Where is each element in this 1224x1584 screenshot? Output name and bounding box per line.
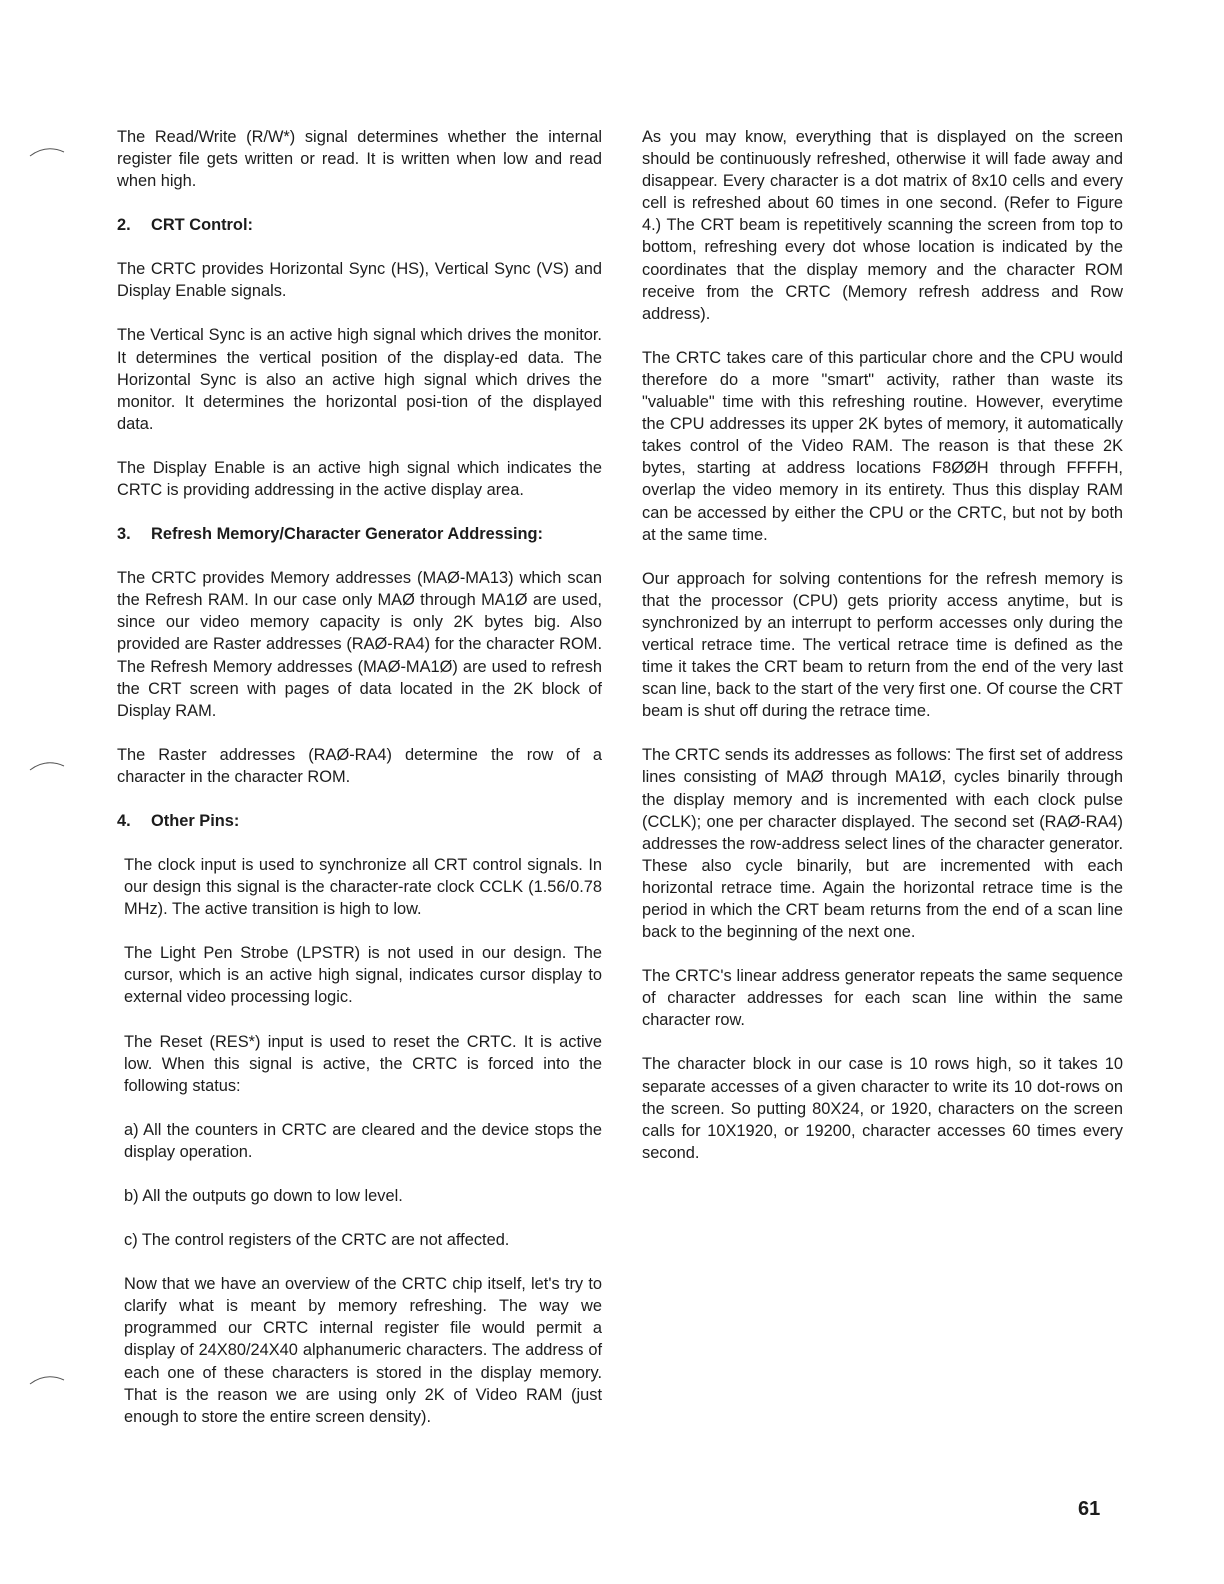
paragraph: The Display Enable is an active high signal which indicates the CRTC is providing addressing in the active display area. (117, 458, 602, 500)
heading-title: Other Pins: (151, 811, 240, 830)
paragraph: The Read/Write (R/W*) signal determines whether the internal register file gets written or read. It is written when low and read when high. (117, 128, 602, 191)
heading-title: CRT Control: (151, 216, 253, 235)
section-heading-crt-control (117, 214, 602, 236)
paragraph: The CRTC takes care of this particular chore and the CPU would therefore do a more "smart" activity, rather than waste its "valuable" time with this refreshing routine. However, everytime the CPU addresses its upper 2K bytes of memory, it automatically takes control of the Video RAM. The reason is that these 2K bytes, starting at address locations F8ØØH through FFFFH, overlap the video memory in its entirety. Thus this display RAM can be accessed by either the CPU or the CRTC, but not by both at the same time. (642, 348, 1123, 544)
paragraph: The CRTC provides Memory addresses (MAØ-MA13) which scan the Refresh RAM. In our case only MAØ through MA1Ø are used, since our video memory capacity is only 2K bytes big. Also provided are Raster addresses (RAØ-RA4) for the character ROM. The Refresh Memory addresses (MAØ-MA1Ø) are used to refresh the CRT screen with pages of data located in the 2K block of Display RAM. (117, 569, 602, 720)
page-number: 61 (1078, 1498, 1101, 1520)
heading-title: Refresh Memory/Character Generator Addressing: (151, 525, 543, 544)
left-column (117, 126, 602, 1450)
paragraph: The clock input is used to synchronize all CRT control signals. In our design this signal is the character-rate clock CCLK (1.56/0.78 MHz). The active transition is high to low. (124, 855, 602, 919)
section-heading-refresh-memory (117, 523, 602, 545)
section-heading-other-pins (117, 810, 602, 832)
punch-hole-mark (28, 758, 68, 772)
paragraph: The Light Pen Strobe (LPSTR) is not used in our design. The cursor, which is an active high signal, indicates cursor display to external video processing logic. (124, 944, 602, 1007)
paragraph: The CRTC sends its addresses as follows: The first set of address lines consisting of MAØ through MA1Ø, cycles binarily through the display memory and is incremented with each clock pulse (CCLK); one per character displayed. The second set (RAØ-RA4) addresses the row-address select lines of the character generator. These also cycle binarily, but are incremented with each horizontal retrace time. Again the horizontal retrace time is the period in which the CRT beam returns from the end of a scan line back to the beginning of the next one. (642, 746, 1123, 942)
paragraph: The Reset (RES*) input is used to reset the CRTC. It is active low. When this signal is active, the CRTC is forced into the following status: (124, 1032, 602, 1095)
punch-hole-mark (28, 144, 68, 158)
list-item: c) The control registers of the CRTC are not affected. (124, 1231, 510, 1250)
heading-number: 4. (117, 811, 131, 830)
paragraph: The Raster addresses (RAØ-RA4) determine the row of a character in the character ROM. (117, 745, 602, 786)
paragraph: The Vertical Sync is an active high signal which drives the monitor. It determines the vertical position of the display-ed data. The Horizontal Sync is also an active high signal which drives the monitor. It determines the horizontal posi-tion of the displayed data. (117, 326, 602, 433)
paragraph: Our approach for solving contentions for the refresh memory is that the processor (CPU) gets priority access anytime, but is synchronized by an interrupt to perform accesses only during the vertical retrace time. The vertical retrace time is defined as the time it takes the CRT beam to return from the end of the very last scan line, back to the start of the very first one. Of course the CRT beam is shut off during the retrace time. (642, 569, 1123, 721)
list-item: a) All the counters in CRTC are cleared and the device stops the display operation. (124, 1120, 602, 1161)
paragraph: The CRTC provides Horizontal Sync (HS), Vertical Sync (VS) and Display Enable signals. (117, 260, 602, 301)
paragraph: The CRTC's linear address generator repeats the same sequence of character addresses for each scan line within the same character row. (642, 967, 1123, 1030)
paragraph: The character block in our case is 10 rows high, so it takes 10 separate accesses of a given character to write its 10 dot-rows on the screen. So putting 80X24, or 1920, characters on the screen calls for 10X1920, or 19200, character accesses 60 times every second. (642, 1055, 1123, 1162)
heading-number: 2. (117, 216, 131, 235)
list-item: b) All the outputs go down to low level. (124, 1187, 403, 1205)
paragraph: Now that we have an overview of the CRTC chip itself, let's try to clarify what is meant by memory refreshing. The way we programmed our CRTC internal register file would permit a display of 24X80/24X40 alphanumeric characters. The address of each one of these characters is stored in the display memory. That is the reason we are using only 2K of Video RAM (just enough to store the entire screen density). (124, 1275, 602, 1426)
punch-hole-mark (28, 1372, 68, 1386)
heading-number: 3. (117, 525, 131, 544)
right-column (642, 126, 1123, 1186)
paragraph: As you may know, everything that is displayed on the screen should be continuously refreshed, otherwise it will fade away and disappear. Every character is a dot matrix of 8x10 cells and every cell is refreshed about 60 times in one second. (Refer to Figure 4.) The CRT beam is repetitively scanning the screen from top to bottom, refreshing every dot whose location is indicated by the coordinates that the display memory and the character ROM receive from the CRTC (Memory refresh address and Row address). (642, 128, 1123, 323)
